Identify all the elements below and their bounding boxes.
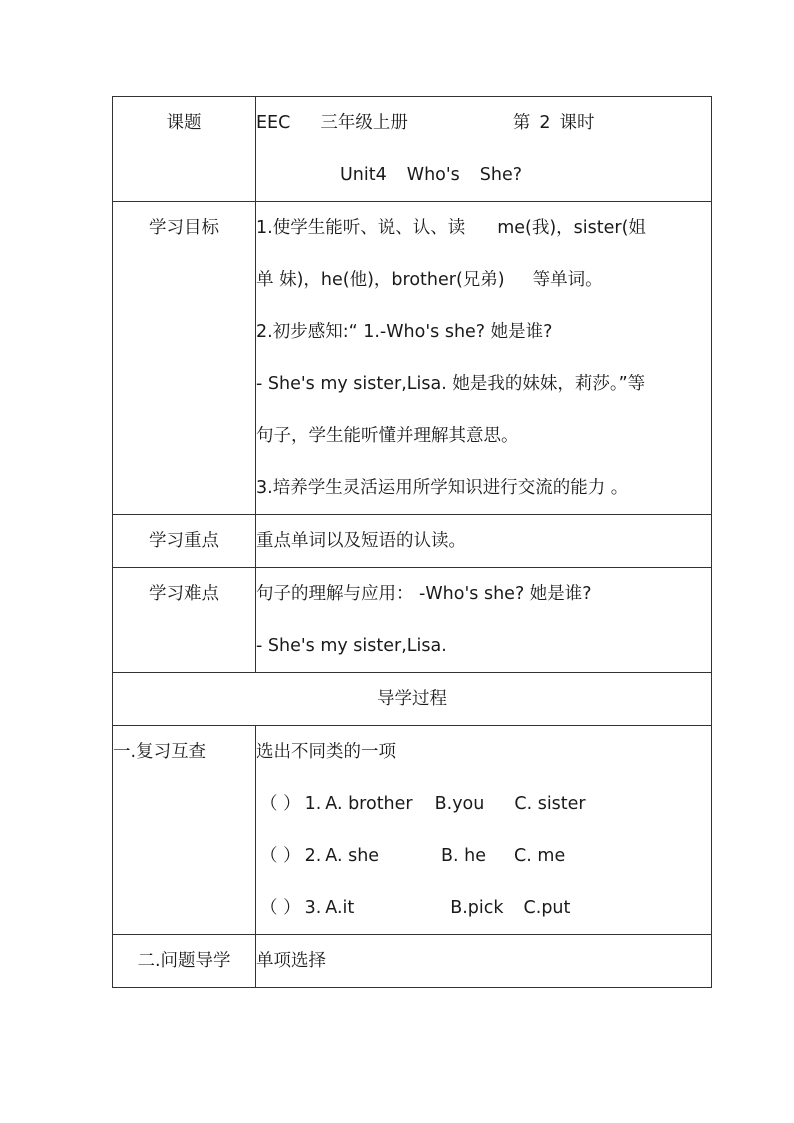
objectives-row: [113, 202, 712, 515]
lesson-plan-table: [112, 96, 712, 988]
answer-bracket[interactable]: （ ）: [260, 898, 301, 918]
title-who: Who's: [406, 165, 460, 185]
problem-content: 单项选择: [256, 935, 712, 988]
key-points-label: 学习重点: [113, 515, 256, 568]
review-content: [256, 726, 712, 935]
review-item: （ ） 3. A.it B.pick C.put: [260, 898, 571, 918]
unit-text: Unit4: [340, 165, 387, 185]
problem-row: [113, 935, 712, 988]
review-label: 一.复习互查: [113, 726, 256, 935]
objectives-label: 学习目标: [113, 202, 256, 515]
problem-label: 二.问题导学: [113, 935, 256, 988]
objective-line: 单 妹)，he(他)，brother(兄弟) 等单词。: [256, 270, 603, 290]
publisher-text: EEC: [256, 113, 291, 133]
title-she: She?: [479, 165, 523, 185]
difficulties-row: [113, 568, 712, 673]
answer-bracket[interactable]: （ ）: [260, 846, 301, 866]
lesson-prefix: 第: [512, 113, 531, 133]
objective-line: 1.使学生能听、说、认、读 me(我)，sister(姐: [256, 218, 646, 238]
lesson-number: 2: [539, 113, 551, 133]
review-instruction: 选出不同类的一项: [256, 742, 396, 762]
difficulties-label: 学习难点: [113, 568, 256, 673]
lesson-suffix: 课时: [559, 113, 595, 133]
answer-bracket[interactable]: （ ）: [260, 794, 301, 814]
topic-line-2: [256, 149, 711, 201]
objective-line: 3.培养学生灵活运用所学知识进行交流的能力 。: [256, 478, 629, 498]
topic-row: [113, 97, 712, 202]
grade-text: 三年级上册: [320, 113, 408, 133]
review-item: （ ） 1. A. brother B.you C. sister: [260, 794, 586, 814]
objective-line: 句子，学生能听懂并理解其意思。: [256, 426, 519, 446]
review-row: [113, 726, 712, 935]
key-points-content: 重点单词以及短语的认读。: [256, 515, 712, 568]
objective-line: 2.初步感知:“ 1.-Who's she? 她是谁?: [256, 322, 553, 342]
review-item: （ ） 2. A. she B. he C. me: [260, 846, 566, 866]
topic-label: 课题: [113, 97, 256, 202]
topic-content: [256, 97, 712, 202]
topic-line-1: [256, 97, 711, 149]
objective-line: - She's my sister,Lisa. 她是我的妹妹，莉莎。”等: [256, 374, 646, 394]
key-points-row: [113, 515, 712, 568]
objectives-content: [256, 202, 712, 515]
process-row: [113, 673, 712, 726]
difficulties-content: 句子的理解与应用： -Who's she? 她是谁? - She's my sister,Lisa.: [256, 568, 712, 673]
process-title: 导学过程: [113, 673, 712, 726]
